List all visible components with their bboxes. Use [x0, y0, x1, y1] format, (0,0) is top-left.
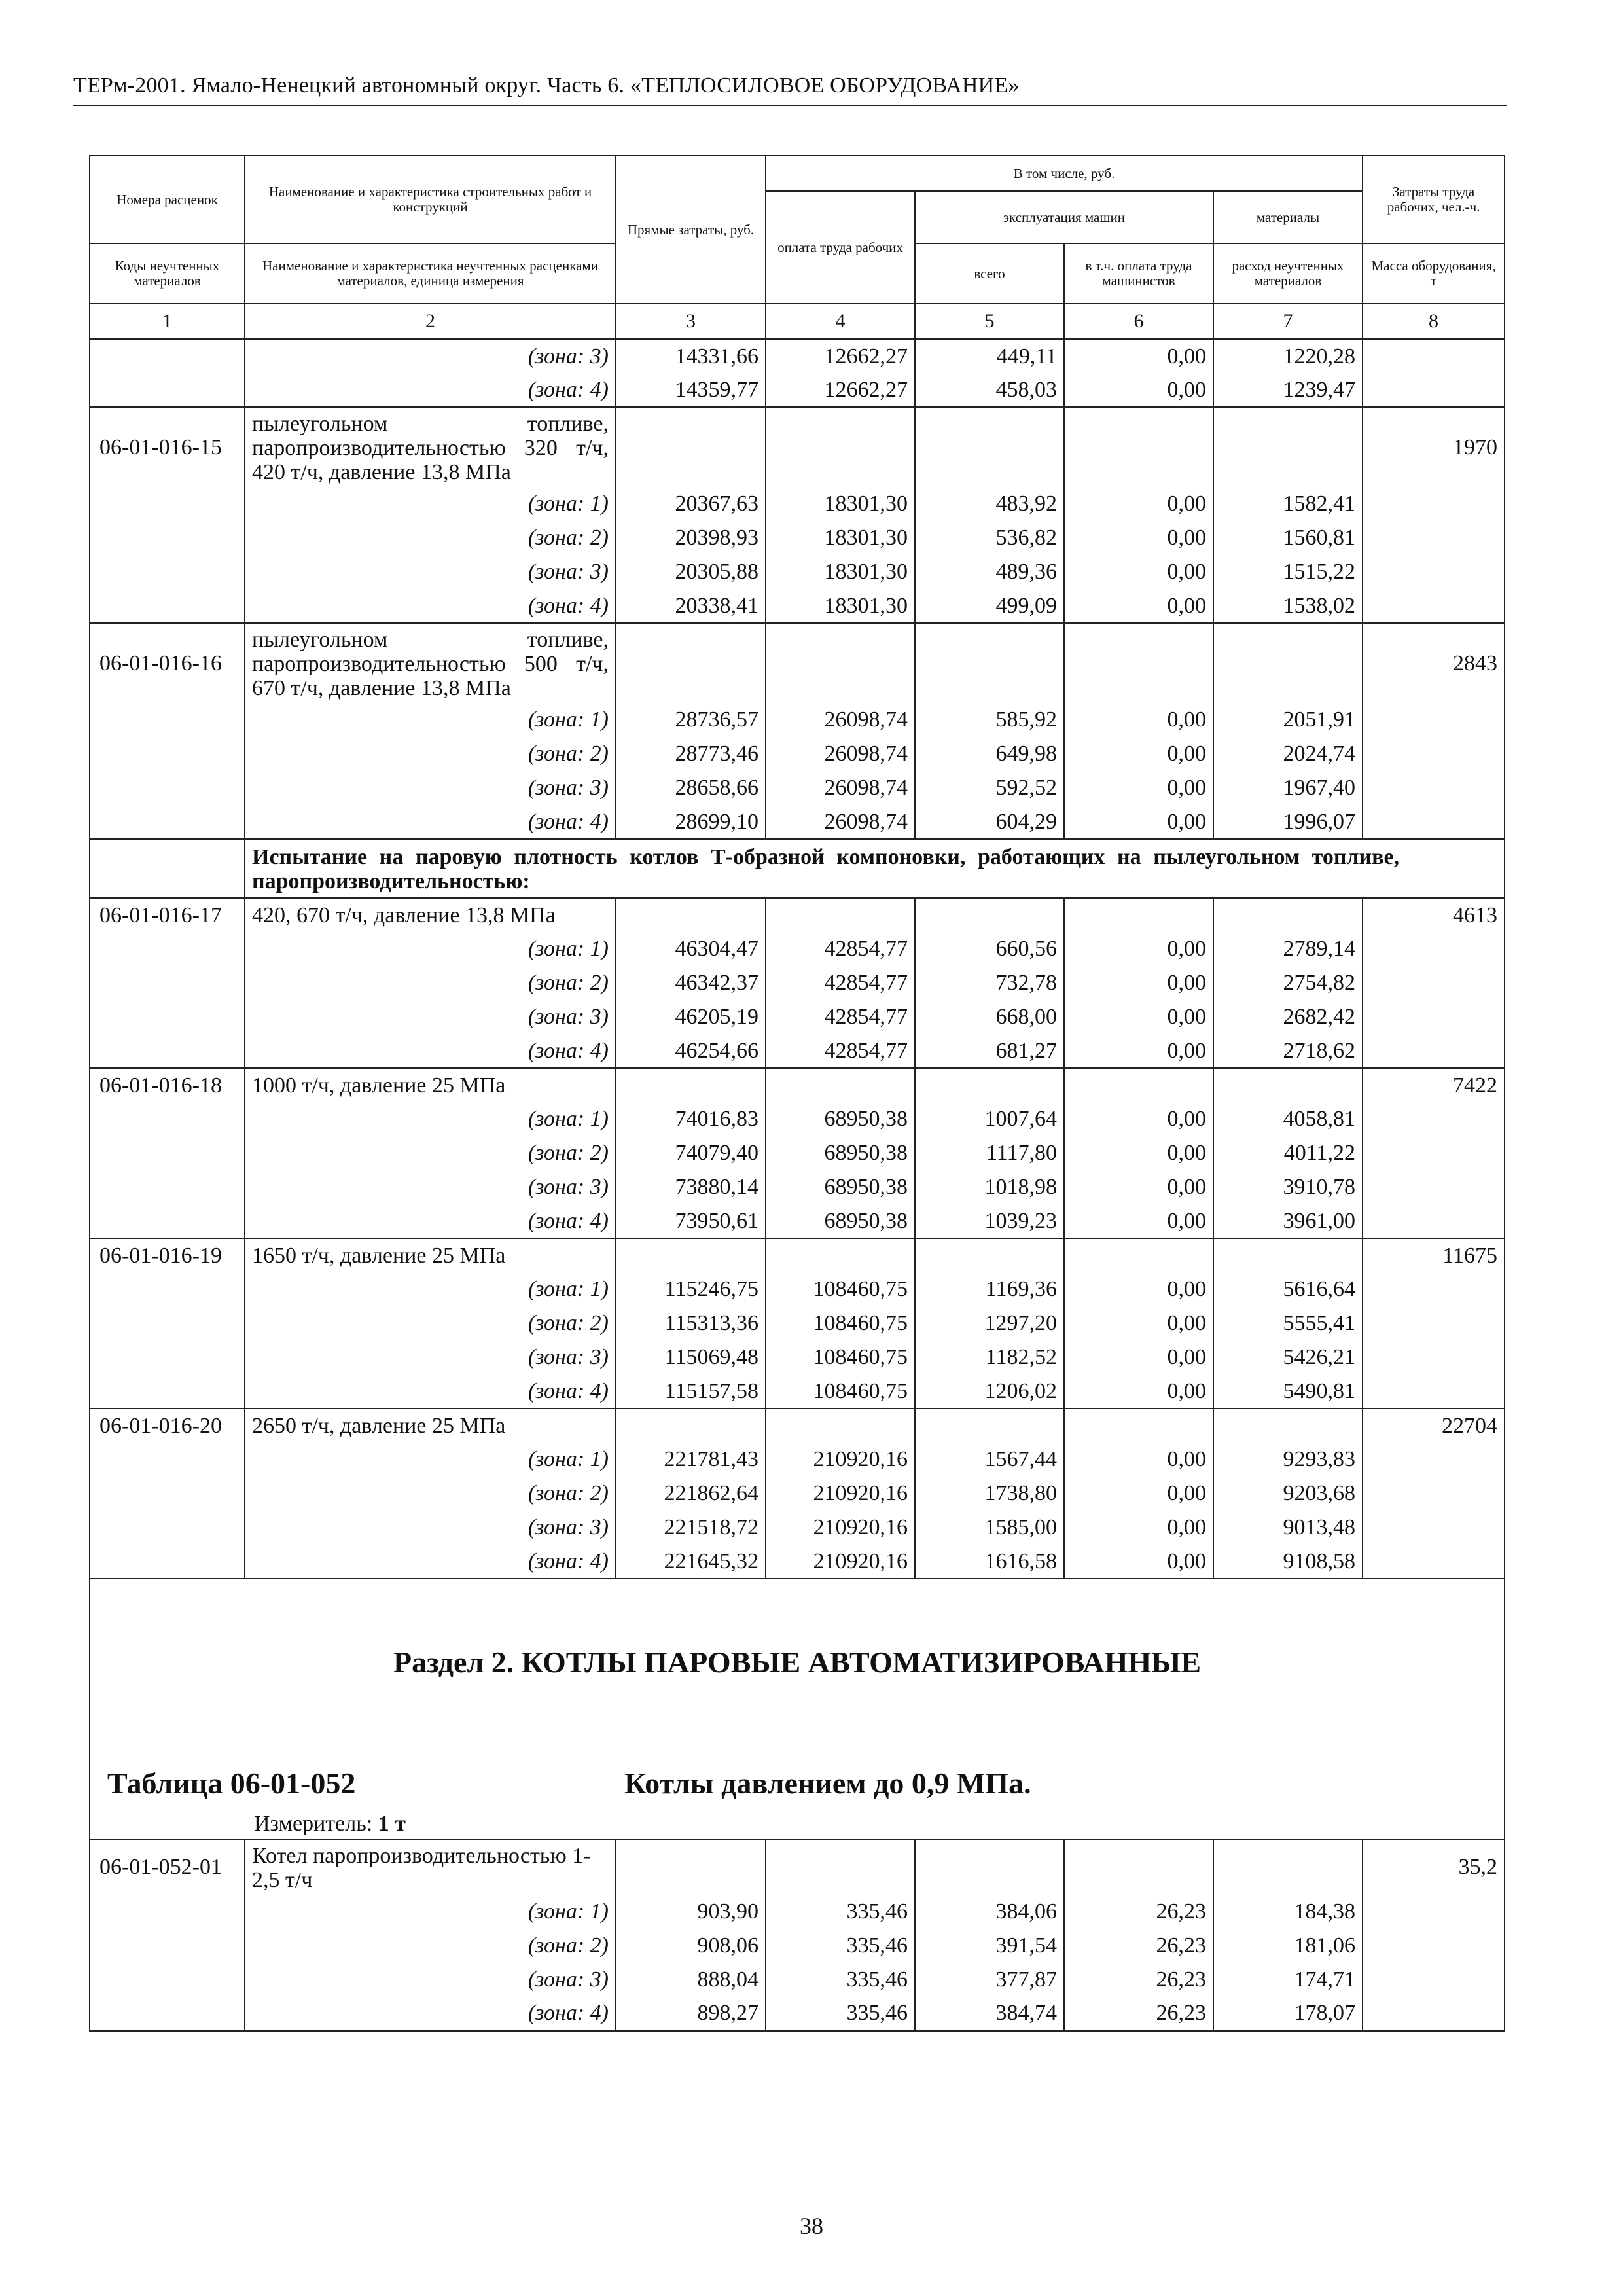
labor-pay: 335,46: [766, 1929, 915, 1963]
work-description: 420, 670 т/ч, давление 13,8 МПа: [245, 898, 616, 932]
header-equipment-mass: Масса оборудования, т: [1363, 243, 1505, 304]
direct-costs: 46254,66: [616, 1034, 766, 1068]
direct-costs: 20305,88: [616, 555, 766, 589]
materials: 1538,02: [1213, 589, 1363, 623]
table-row: [90, 487, 1505, 521]
machines-total: 1206,02: [915, 1374, 1064, 1408]
materials: 181,06: [1213, 1929, 1363, 1963]
zone-label: (зона: 3): [245, 339, 616, 373]
work-description: 1000 т/ч, давление 25 МПа: [245, 1068, 616, 1102]
labor-pay: 108460,75: [766, 1272, 915, 1306]
direct-costs: 903,90: [616, 1895, 766, 1929]
table-row: [90, 1545, 1505, 1579]
machines-labor: 0,00: [1064, 1545, 1213, 1579]
materials: 5426,21: [1213, 1340, 1363, 1374]
machines-labor: 0,00: [1064, 339, 1213, 373]
labor-pay: 26098,74: [766, 805, 915, 839]
machines-labor: 0,00: [1064, 1204, 1213, 1238]
machines-labor: 0,00: [1064, 805, 1213, 839]
direct-costs: 115313,36: [616, 1306, 766, 1340]
rate-code: 06-01-052-01: [90, 1839, 245, 1895]
header-machines: эксплуатация машин: [915, 191, 1213, 243]
direct-costs: 115069,48: [616, 1340, 766, 1374]
table-row: [90, 771, 1505, 805]
machines-total: 1117,80: [915, 1136, 1064, 1170]
materials: 1967,40: [1213, 771, 1363, 805]
header-material-names: Наименование и характеристика неучтенных расценками материалов, единица измерения: [245, 243, 616, 304]
zone-label: (зона: 2): [245, 966, 616, 1000]
direct-costs: 221862,64: [616, 1477, 766, 1511]
column-number: 4: [766, 304, 915, 339]
table-row: [90, 1963, 1505, 1997]
unit-label: Измеритель:: [254, 1812, 373, 1836]
table-row: [90, 589, 1505, 623]
table-row: [90, 1170, 1505, 1204]
group-subheading: Испытание на паровую плотность котлов Т-образной компоновки, работающих на пылеугольном топливе, паропроизводительностью:: [245, 839, 1505, 898]
machines-labor: 0,00: [1064, 1511, 1213, 1545]
materials: 4011,22: [1213, 1136, 1363, 1170]
zone-label: (зона: 1): [245, 1895, 616, 1929]
direct-costs: 28736,57: [616, 703, 766, 737]
zone-label: (зона: 1): [245, 1102, 616, 1136]
header-rule: [73, 105, 1507, 106]
column-number: 3: [616, 304, 766, 339]
column-number: 1: [90, 304, 245, 339]
labor-pay: 68950,38: [766, 1102, 915, 1136]
direct-costs: 221518,72: [616, 1511, 766, 1545]
zone-label: (зона: 3): [245, 555, 616, 589]
machines-total: 499,09: [915, 589, 1064, 623]
machines-total: 1567,44: [915, 1443, 1064, 1477]
header-materials: материалы: [1213, 191, 1363, 243]
table-row: [90, 1443, 1505, 1477]
rate-code: 06-01-016-20: [90, 1408, 245, 1443]
zone-label: (зона: 3): [245, 771, 616, 805]
zone-label: (зона: 3): [245, 1170, 616, 1204]
machines-labor: 0,00: [1064, 1306, 1213, 1340]
labor-costs: 1970: [1363, 407, 1505, 487]
machines-labor: 0,00: [1064, 1000, 1213, 1034]
materials: 1239,47: [1213, 373, 1363, 407]
labor-pay: 210920,16: [766, 1545, 915, 1579]
rate-code: 06-01-016-17: [90, 898, 245, 932]
rate-code: 06-01-016-18: [90, 1068, 245, 1102]
zone-label: (зона: 2): [245, 1136, 616, 1170]
direct-costs: 73880,14: [616, 1170, 766, 1204]
column-number: 5: [915, 304, 1064, 339]
machines-labor: 0,00: [1064, 771, 1213, 805]
machines-labor: 26,23: [1064, 1929, 1213, 1963]
table-row: [90, 1477, 1505, 1511]
direct-costs: 46342,37: [616, 966, 766, 1000]
direct-costs: 74079,40: [616, 1136, 766, 1170]
table-row: [90, 1839, 1505, 1895]
header-work-name: Наименование и характеристика строительных работ и конструкций: [245, 156, 616, 243]
machines-labor: 0,00: [1064, 737, 1213, 771]
direct-costs: 20338,41: [616, 589, 766, 623]
unit-line: [254, 1812, 406, 1837]
machines-labor: 26,23: [1064, 1997, 1213, 2031]
direct-costs: 28658,66: [616, 771, 766, 805]
header-rate-numbers: Номера расценок: [90, 156, 245, 243]
machines-total: 449,11: [915, 339, 1064, 373]
machines-total: 649,98: [915, 737, 1064, 771]
machines-total: 592,52: [915, 771, 1064, 805]
zone-label: (зона: 1): [245, 932, 616, 966]
table-row: [90, 1374, 1505, 1408]
materials: 9293,83: [1213, 1443, 1363, 1477]
machines-labor: 0,00: [1064, 521, 1213, 555]
zone-label: (зона: 3): [245, 1963, 616, 1997]
rate-code: 06-01-016-15: [90, 407, 245, 487]
table-row: [90, 703, 1505, 737]
materials: 178,07: [1213, 1997, 1363, 2031]
labor-pay: 108460,75: [766, 1306, 915, 1340]
zone-label: (зона: 3): [245, 1000, 616, 1034]
materials: 1515,22: [1213, 555, 1363, 589]
direct-costs: 20398,93: [616, 521, 766, 555]
machines-labor: 0,00: [1064, 703, 1213, 737]
labor-pay: 108460,75: [766, 1340, 915, 1374]
labor-pay: 18301,30: [766, 555, 915, 589]
materials: 5616,64: [1213, 1272, 1363, 1306]
work-description: Котел паропроизводительностью 1-2,5 т/ч: [245, 1839, 616, 1895]
work-description: 2650 т/ч, давление 25 МПа: [245, 1408, 616, 1443]
labor-pay: 335,46: [766, 1997, 915, 2031]
zone-label: (зона: 4): [245, 1997, 616, 2031]
materials: 1220,28: [1213, 339, 1363, 373]
machines-total: 489,36: [915, 555, 1064, 589]
machines-labor: 0,00: [1064, 1272, 1213, 1306]
materials: 184,38: [1213, 1895, 1363, 1929]
machines-total: 604,29: [915, 805, 1064, 839]
labor-pay: 18301,30: [766, 521, 915, 555]
column-number: 2: [245, 304, 616, 339]
machines-labor: 0,00: [1064, 1340, 1213, 1374]
labor-pay: 210920,16: [766, 1443, 915, 1477]
machines-total: 1297,20: [915, 1306, 1064, 1340]
labor-pay: 108460,75: [766, 1374, 915, 1408]
table-row: [90, 932, 1505, 966]
direct-costs: 898,27: [616, 1997, 766, 2031]
materials: 5490,81: [1213, 1374, 1363, 1408]
zone-label: (зона: 4): [245, 373, 616, 407]
machines-total: 1182,52: [915, 1340, 1064, 1374]
work-description: 1650 т/ч, давление 25 МПа: [245, 1238, 616, 1272]
table-row: [90, 339, 1505, 373]
machines-total: 1007,64: [915, 1102, 1064, 1136]
machines-total: 1585,00: [915, 1511, 1064, 1545]
section-heading-row: [90, 1579, 1505, 1839]
rate-code: 06-01-016-16: [90, 623, 245, 703]
table-row: [90, 1408, 1505, 1443]
labor-pay: 26098,74: [766, 771, 915, 805]
document-header: ТЕРм-2001. Ямало-Ненецкий автономный округ. Часть 6. «ТЕПЛОСИЛОВОЕ ОБОРУДОВАНИЕ»: [73, 73, 1020, 98]
machines-total: 1169,36: [915, 1272, 1064, 1306]
machines-total: 1616,58: [915, 1545, 1064, 1579]
direct-costs: 28699,10: [616, 805, 766, 839]
materials: 3910,78: [1213, 1170, 1363, 1204]
header-direct-costs: Прямые затраты, руб.: [616, 156, 766, 304]
labor-pay: 42854,77: [766, 932, 915, 966]
labor-costs: 11675: [1363, 1238, 1505, 1272]
table-row: [90, 555, 1505, 589]
direct-costs: 221781,43: [616, 1443, 766, 1477]
machines-total: 1738,80: [915, 1477, 1064, 1511]
materials: 174,71: [1213, 1963, 1363, 1997]
table-row: [90, 839, 1505, 898]
labor-pay: 26098,74: [766, 737, 915, 771]
unit-value: 1 т: [378, 1812, 406, 1836]
zone-label: (зона: 4): [245, 1545, 616, 1579]
table-row: [90, 805, 1505, 839]
machines-labor: 0,00: [1064, 1443, 1213, 1477]
labor-pay: 12662,27: [766, 373, 915, 407]
page-number: 38: [800, 2213, 823, 2239]
zone-label: (зона: 1): [245, 1272, 616, 1306]
labor-pay: 335,46: [766, 1895, 915, 1929]
header-labor-costs: Затраты труда рабочих, чел.-ч.: [1363, 156, 1505, 243]
zone-label: (зона: 2): [245, 737, 616, 771]
header-machines-labor: в т.ч. оплата труда машинистов: [1064, 243, 1213, 304]
table-row: [90, 1034, 1505, 1068]
column-number: 7: [1213, 304, 1363, 339]
materials: 5555,41: [1213, 1306, 1363, 1340]
work-description: пылеугольном топливе, паропроизводительностью 320 т/ч, 420 т/ч, давление 13,8 МПа: [245, 407, 616, 487]
header-material-codes: Коды неучтенных материалов: [90, 243, 245, 304]
labor-pay: 18301,30: [766, 589, 915, 623]
materials: 2682,42: [1213, 1000, 1363, 1034]
table-row: [90, 1068, 1505, 1102]
labor-pay: 12662,27: [766, 339, 915, 373]
machines-labor: 26,23: [1064, 1895, 1213, 1929]
labor-costs: 35,2: [1363, 1839, 1505, 1895]
zone-label: (зона: 4): [245, 805, 616, 839]
direct-costs: 888,04: [616, 1963, 766, 1997]
table-row: [90, 966, 1505, 1000]
direct-costs: 14331,66: [616, 339, 766, 373]
machines-total: 536,82: [915, 521, 1064, 555]
section-title: Раздел 2. КОТЛЫ ПАРОВЫЕ АВТОМАТИЗИРОВАННЫЕ: [393, 1645, 1202, 1679]
labor-costs: 4613: [1363, 898, 1505, 932]
column-number: 6: [1064, 304, 1213, 339]
machines-labor: 0,00: [1064, 932, 1213, 966]
labor-pay: 335,46: [766, 1963, 915, 1997]
direct-costs: 14359,77: [616, 373, 766, 407]
machines-total: 458,03: [915, 373, 1064, 407]
table-row: [90, 521, 1505, 555]
zone-label: (зона: 1): [245, 487, 616, 521]
labor-pay: 42854,77: [766, 1034, 915, 1068]
zone-label: (зона: 2): [245, 1477, 616, 1511]
zone-label: (зона: 3): [245, 1340, 616, 1374]
table-row: [90, 623, 1505, 703]
machines-labor: 0,00: [1064, 589, 1213, 623]
materials: 2789,14: [1213, 932, 1363, 966]
materials: 1560,81: [1213, 521, 1363, 555]
machines-labor: 0,00: [1064, 1102, 1213, 1136]
materials: 3961,00: [1213, 1204, 1363, 1238]
zone-label: (зона: 4): [245, 1374, 616, 1408]
zone-label: (зона: 1): [245, 1443, 616, 1477]
direct-costs: 74016,83: [616, 1102, 766, 1136]
machines-total: 1039,23: [915, 1204, 1064, 1238]
labor-pay: 26098,74: [766, 703, 915, 737]
labor-pay: 42854,77: [766, 966, 915, 1000]
machines-total: 391,54: [915, 1929, 1064, 1963]
machines-labor: 0,00: [1064, 487, 1213, 521]
materials: 2718,62: [1213, 1034, 1363, 1068]
machines-total: 483,92: [915, 487, 1064, 521]
table-row: [90, 737, 1505, 771]
materials: 1582,41: [1213, 487, 1363, 521]
machines-labor: 0,00: [1064, 1170, 1213, 1204]
labor-pay: 18301,30: [766, 487, 915, 521]
table-row: [90, 1102, 1505, 1136]
machines-total: 585,92: [915, 703, 1064, 737]
header-materials-consumption: расход неучтенных материалов: [1213, 243, 1363, 304]
zone-label: (зона: 4): [245, 1034, 616, 1068]
machines-labor: 0,00: [1064, 1136, 1213, 1170]
column-number: 8: [1363, 304, 1505, 339]
direct-costs: 46205,19: [616, 1000, 766, 1034]
price-table: [89, 155, 1505, 2032]
machines-labor: 0,00: [1064, 373, 1213, 407]
header-including: В том числе, руб.: [766, 156, 1363, 191]
labor-pay: 68950,38: [766, 1170, 915, 1204]
materials: 2754,82: [1213, 966, 1363, 1000]
materials: 4058,81: [1213, 1102, 1363, 1136]
table-row: [90, 1136, 1505, 1170]
header-machines-total: всего: [915, 243, 1064, 304]
table-row: [90, 1929, 1505, 1963]
materials: 9203,68: [1213, 1477, 1363, 1511]
table-row: [90, 1895, 1505, 1929]
table-row: [90, 898, 1505, 932]
labor-pay: 210920,16: [766, 1511, 915, 1545]
zone-label: (зона: 3): [245, 1511, 616, 1545]
machines-labor: 26,23: [1064, 1963, 1213, 1997]
header-labor-pay: оплата труда рабочих: [766, 191, 915, 304]
table-row: [90, 373, 1505, 407]
machines-total: 384,74: [915, 1997, 1064, 2031]
table-row: [90, 1000, 1505, 1034]
direct-costs: 115246,75: [616, 1272, 766, 1306]
materials: 9108,58: [1213, 1545, 1363, 1579]
machines-total: 732,78: [915, 966, 1064, 1000]
table-row: [90, 1340, 1505, 1374]
labor-costs: 7422: [1363, 1068, 1505, 1102]
zone-label: (зона: 2): [245, 521, 616, 555]
table-title: Котлы давлением до 0,9 МПа.: [624, 1767, 1031, 1800]
table-row: [90, 1306, 1505, 1340]
machines-total: 1018,98: [915, 1170, 1064, 1204]
machines-labor: 0,00: [1064, 966, 1213, 1000]
labor-pay: 42854,77: [766, 1000, 915, 1034]
direct-costs: 28773,46: [616, 737, 766, 771]
zone-label: (зона: 2): [245, 1929, 616, 1963]
table-row: [90, 1204, 1505, 1238]
materials: 9013,48: [1213, 1511, 1363, 1545]
zone-label: (зона: 2): [245, 1306, 616, 1340]
labor-pay: 68950,38: [766, 1136, 915, 1170]
zone-label: (зона: 1): [245, 703, 616, 737]
machines-labor: 0,00: [1064, 1374, 1213, 1408]
zone-label: (зона: 4): [245, 589, 616, 623]
machines-total: 660,56: [915, 932, 1064, 966]
machines-total: 668,00: [915, 1000, 1064, 1034]
rate-code: 06-01-016-19: [90, 1238, 245, 1272]
materials: 2051,91: [1213, 703, 1363, 737]
machines-total: 681,27: [915, 1034, 1064, 1068]
direct-costs: 73950,61: [616, 1204, 766, 1238]
direct-costs: 115157,58: [616, 1374, 766, 1408]
machines-labor: 0,00: [1064, 555, 1213, 589]
zone-label: (зона: 4): [245, 1204, 616, 1238]
table-label: Таблица 06-01-052: [107, 1767, 356, 1800]
direct-costs: 908,06: [616, 1929, 766, 1963]
direct-costs: 20367,63: [616, 487, 766, 521]
materials: 2024,74: [1213, 737, 1363, 771]
labor-pay: 68950,38: [766, 1204, 915, 1238]
table-row: [90, 1238, 1505, 1272]
work-description: пылеугольном топливе, паропроизводительностью 500 т/ч, 670 т/ч, давление 13,8 МПа: [245, 623, 616, 703]
labor-costs: 2843: [1363, 623, 1505, 703]
labor-pay: 210920,16: [766, 1477, 915, 1511]
machines-total: 384,06: [915, 1895, 1064, 1929]
direct-costs: 221645,32: [616, 1545, 766, 1579]
table-row: [90, 1511, 1505, 1545]
labor-costs: 22704: [1363, 1408, 1505, 1443]
table-row: [90, 407, 1505, 487]
machines-labor: 0,00: [1064, 1034, 1213, 1068]
direct-costs: 46304,47: [616, 932, 766, 966]
machines-total: 377,87: [915, 1963, 1064, 1997]
table-row: [90, 1997, 1505, 2031]
table-row: [90, 1272, 1505, 1306]
materials: 1996,07: [1213, 805, 1363, 839]
machines-labor: 0,00: [1064, 1477, 1213, 1511]
